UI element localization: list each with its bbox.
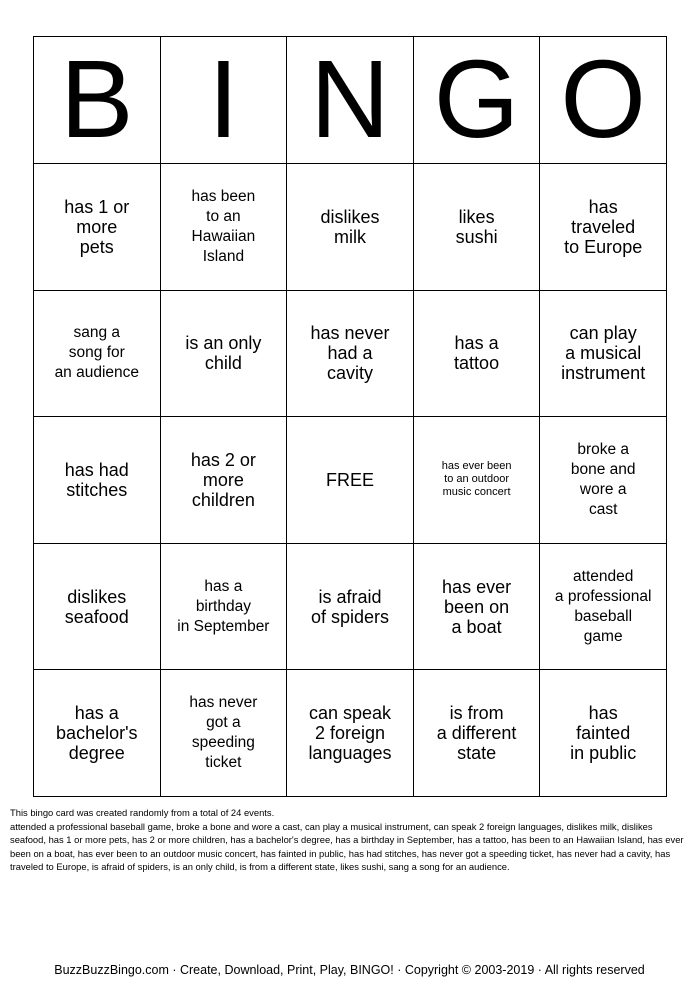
- bingo-cell: [413, 670, 540, 797]
- bingo-cell: [160, 290, 287, 417]
- header-letter-b: B: [34, 37, 161, 164]
- cell-text: has been to an Hawaiian Island: [191, 187, 256, 265]
- bingo-cell: [540, 543, 667, 670]
- header-letter-g: G: [413, 37, 540, 164]
- cell-text: is afraid of spiders: [310, 586, 389, 627]
- event-list-text: attended a professional baseball game, broke a bone and wore a cast, can play a musical instrument, can speak 2 foreign languages, dislikes milk, dislikes seafood, has 1 or more pets, has 2 or more children, has a bachelor's degree, has a birthday in September, has a tattoo, has been to an Hawaiian Island, has ever been on a boat, has ever been to an outdoor music concert, has fainted in public, has had stitches, has never got a speeding ticket, has never had a cavity, has traveled to Europe, is afraid of spiders, is an only child, is from a different state, likes sushi, sang a song for an audience.: [10, 820, 684, 872]
- bingo-cell: [160, 670, 287, 797]
- bingo-row-5: [34, 670, 667, 797]
- copyright-footer: BuzzBuzzBingo.com · Create, Download, Print, Play, BINGO! · Copyright © 2003-2019 · All rights reserved: [54, 963, 645, 977]
- bingo-cell: [287, 670, 414, 797]
- bingo-cell: [160, 164, 287, 291]
- cell-text: has never got a speeding ticket: [189, 694, 258, 772]
- bingo-cell: [540, 670, 667, 797]
- bingo-cell: [540, 290, 667, 417]
- bingo-row-4: [34, 543, 667, 670]
- header-letter-o: O: [540, 37, 667, 164]
- header-letter-i: I: [160, 37, 287, 164]
- cell-text: dislikes seafood: [64, 586, 129, 627]
- cell-text: can speak 2 foreign languages: [308, 703, 392, 764]
- cell-text: dislikes milk: [320, 206, 380, 247]
- cell-text: sang a song for an audience: [54, 324, 140, 382]
- cell-text: has 2 or more children: [190, 449, 256, 510]
- cell-text: has never had a cavity: [310, 323, 390, 384]
- cell-text: has a birthday in September: [177, 577, 270, 635]
- bingo-cell: [413, 417, 540, 544]
- free-space-cell: [287, 417, 414, 544]
- bingo-row-3: [34, 417, 667, 544]
- bingo-cell: [160, 417, 287, 544]
- bingo-cell: [540, 164, 667, 291]
- cell-text: broke a bone and wore a cast: [570, 440, 636, 518]
- cell-text: has a tattoo: [454, 333, 500, 374]
- cell-text: can play a musical instrument: [561, 323, 646, 384]
- cell-text: has traveled to Europe: [564, 196, 643, 257]
- cell-text: has ever been to an outdoor music concert: [441, 460, 512, 499]
- bingo-cell: [413, 290, 540, 417]
- free-space-text: FREE: [325, 469, 374, 490]
- header-letter-n: N: [287, 37, 414, 164]
- event-count-text: This bingo card was created randomly from a total of 24 events.: [10, 807, 275, 818]
- bingo-cell: [160, 543, 287, 670]
- bingo-cell: [34, 164, 161, 291]
- bingo-cell: [540, 417, 667, 544]
- bingo-cell: [287, 290, 414, 417]
- cell-text: has ever been on a boat: [442, 576, 512, 637]
- cell-text: has a bachelor's degree: [56, 703, 138, 764]
- bingo-row-2: [34, 290, 667, 417]
- bingo-card: [33, 36, 667, 797]
- bingo-cell: [34, 290, 161, 417]
- cell-text: attended a professional baseball game: [554, 567, 652, 645]
- bingo-header-row: [34, 37, 667, 164]
- bingo-cell: [287, 164, 414, 291]
- cell-text: likes sushi: [455, 206, 498, 247]
- cell-text: has fainted in public: [570, 703, 637, 764]
- bingo-cell: [287, 543, 414, 670]
- bingo-row-1: [34, 164, 667, 291]
- event-list-note: [10, 806, 690, 874]
- bingo-cell: [413, 164, 540, 291]
- cell-text: is an only child: [185, 333, 262, 374]
- bingo-cell: [34, 543, 161, 670]
- cell-text: is from a different state: [436, 703, 517, 764]
- bingo-cell: [413, 543, 540, 670]
- cell-text: has 1 or more pets: [64, 196, 130, 257]
- cell-text: has had stitches: [64, 459, 129, 500]
- bingo-cell: [34, 417, 161, 544]
- bingo-cell: [34, 670, 161, 797]
